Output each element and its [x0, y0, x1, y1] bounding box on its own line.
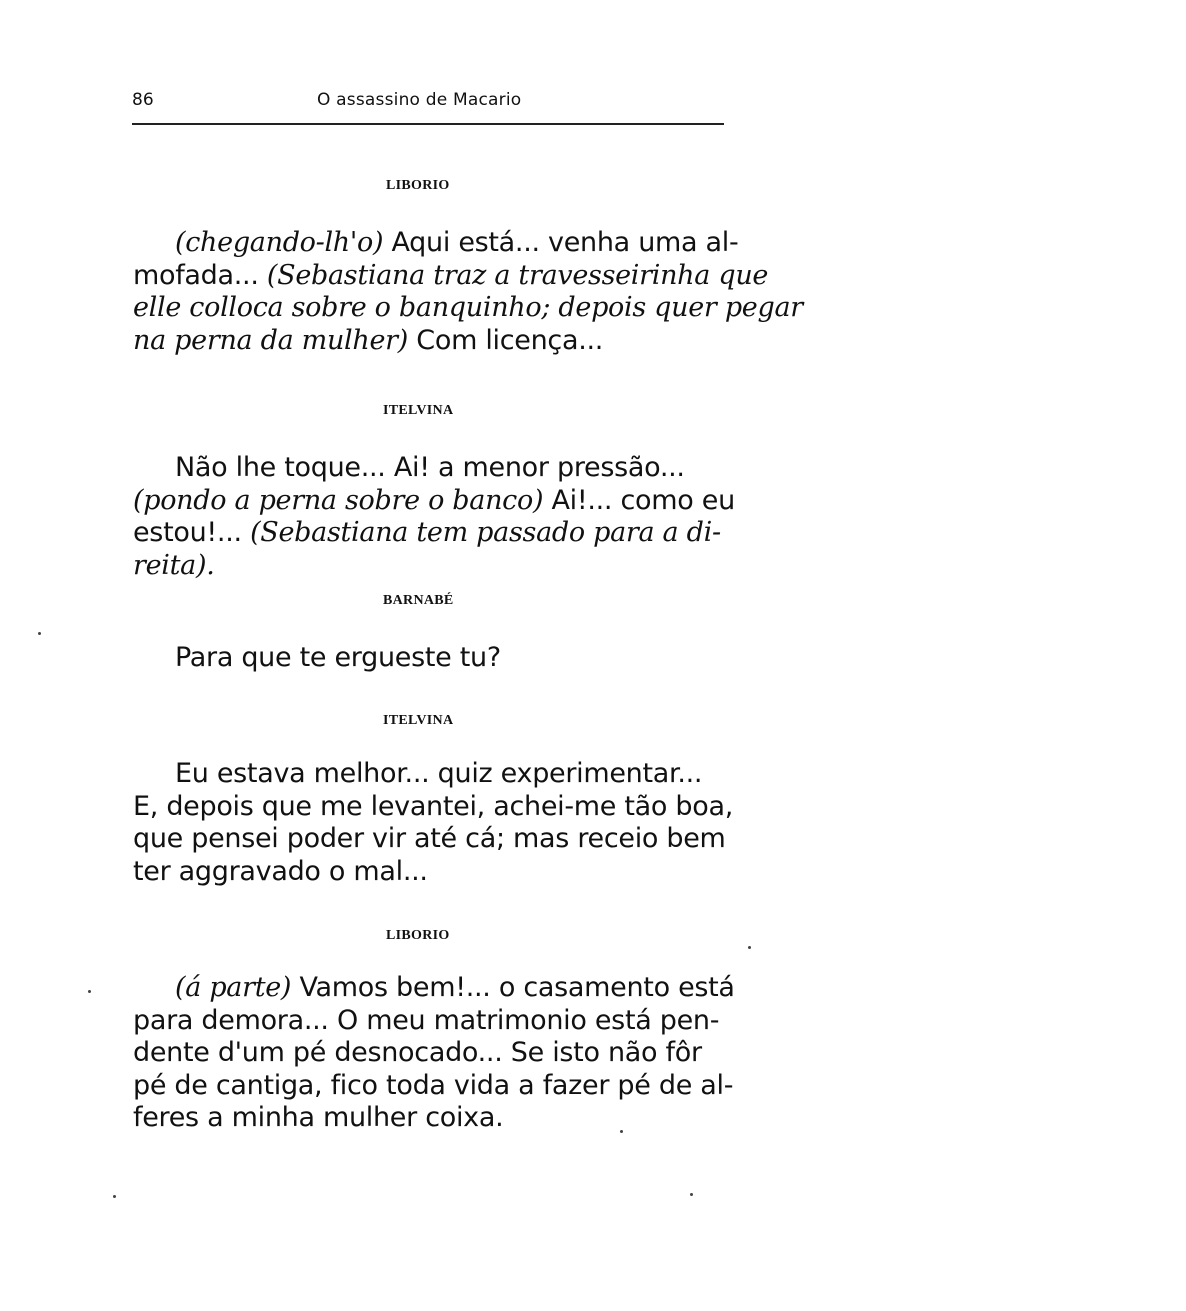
- print-speck: [620, 1130, 623, 1133]
- speech-block: [133, 642, 725, 675]
- speech-line: [133, 1102, 725, 1135]
- stage-direction: reita).: [133, 549, 215, 581]
- print-speck: [38, 632, 41, 635]
- speaker-name: ITELVINA: [383, 403, 454, 418]
- dialogue-text: Com licença...: [408, 324, 604, 356]
- speech-line: [133, 1037, 725, 1070]
- dialogue-text: pé de cantiga, fico toda vida a fazer pé de al-: [133, 1069, 734, 1101]
- print-speck: [88, 990, 91, 993]
- speech-line: [133, 856, 725, 889]
- dialogue-text: Para que te ergueste tu?: [175, 642, 501, 673]
- speech-line: [133, 452, 725, 485]
- speech-line: [133, 823, 725, 856]
- header-rule: [132, 123, 724, 125]
- speech-block: [133, 972, 735, 1135]
- speech-line: [133, 517, 725, 550]
- speech-line: [133, 550, 725, 583]
- stage-direction: na perna da mulher): [133, 324, 409, 356]
- speech-line: [133, 642, 725, 675]
- stage-direction: elle colloca sobre o banquinho; depois quer pegar: [133, 292, 803, 324]
- speech-line: [133, 259, 769, 293]
- page-number: 86: [132, 90, 154, 110]
- dialogue-text: Ai!... como eu: [543, 484, 735, 516]
- speech-line: [133, 1005, 725, 1038]
- stage-direction: (pondo a perna sobre o banco): [133, 484, 544, 516]
- speech-line: [133, 1069, 734, 1103]
- dialogue-text: ter aggravado o mal...: [133, 855, 428, 887]
- dialogue-text: dente d'um pé desnocado... Se isto não fôr: [133, 1037, 702, 1069]
- print-speck: [690, 1193, 693, 1196]
- speech-line: [133, 790, 734, 824]
- speaker-name: LIBORIO: [386, 928, 450, 943]
- speech-line: [133, 227, 739, 260]
- dialogue-text: Eu estava melhor... quiz experimentar...: [175, 758, 703, 789]
- dialogue-text: Não lhe toque... Ai! a menor pressão...: [175, 452, 685, 483]
- dialogue-text: Vamos bem!... o casamento está: [291, 972, 735, 1003]
- dialogue-text: estou!...: [133, 517, 251, 549]
- speech-block: [133, 758, 734, 888]
- running-title: O assassino de Macario: [317, 90, 522, 110]
- dialogue-text: mofada...: [133, 259, 267, 291]
- speech-line: [133, 758, 725, 791]
- speech-line: [133, 484, 735, 518]
- speaker-name: LIBORIO: [386, 178, 450, 193]
- stage-direction: (á parte): [175, 972, 292, 1003]
- speech-block: [133, 452, 735, 582]
- speaker-name: ITELVINA: [383, 713, 454, 728]
- speaker-name: BARNABÉ: [383, 593, 454, 608]
- speech-line: [133, 292, 803, 325]
- speech-line: [133, 325, 725, 358]
- print-speck: [113, 1195, 116, 1198]
- dialogue-text: E, depois que me levantei, achei-me tão boa,: [133, 790, 734, 822]
- dialogue-text: que pensei poder vir até cá; mas receio bem: [133, 823, 726, 855]
- stage-direction: (chegando-lh'o): [175, 227, 384, 258]
- print-speck: [748, 946, 751, 949]
- stage-direction: (Sebastiana tem passado para a di-: [250, 517, 721, 549]
- stage-direction: (Sebastiana traz a travesseirinha que: [266, 259, 769, 291]
- speech-line: [133, 972, 735, 1005]
- speech-block: [133, 227, 803, 357]
- dialogue-text: feres a minha mulher coixa.: [133, 1102, 504, 1134]
- dialogue-text: Aqui está... venha uma al-: [383, 227, 739, 258]
- dialogue-text: para demora... O meu matrimonio está pen-: [133, 1004, 720, 1036]
- page-header: [132, 90, 722, 120]
